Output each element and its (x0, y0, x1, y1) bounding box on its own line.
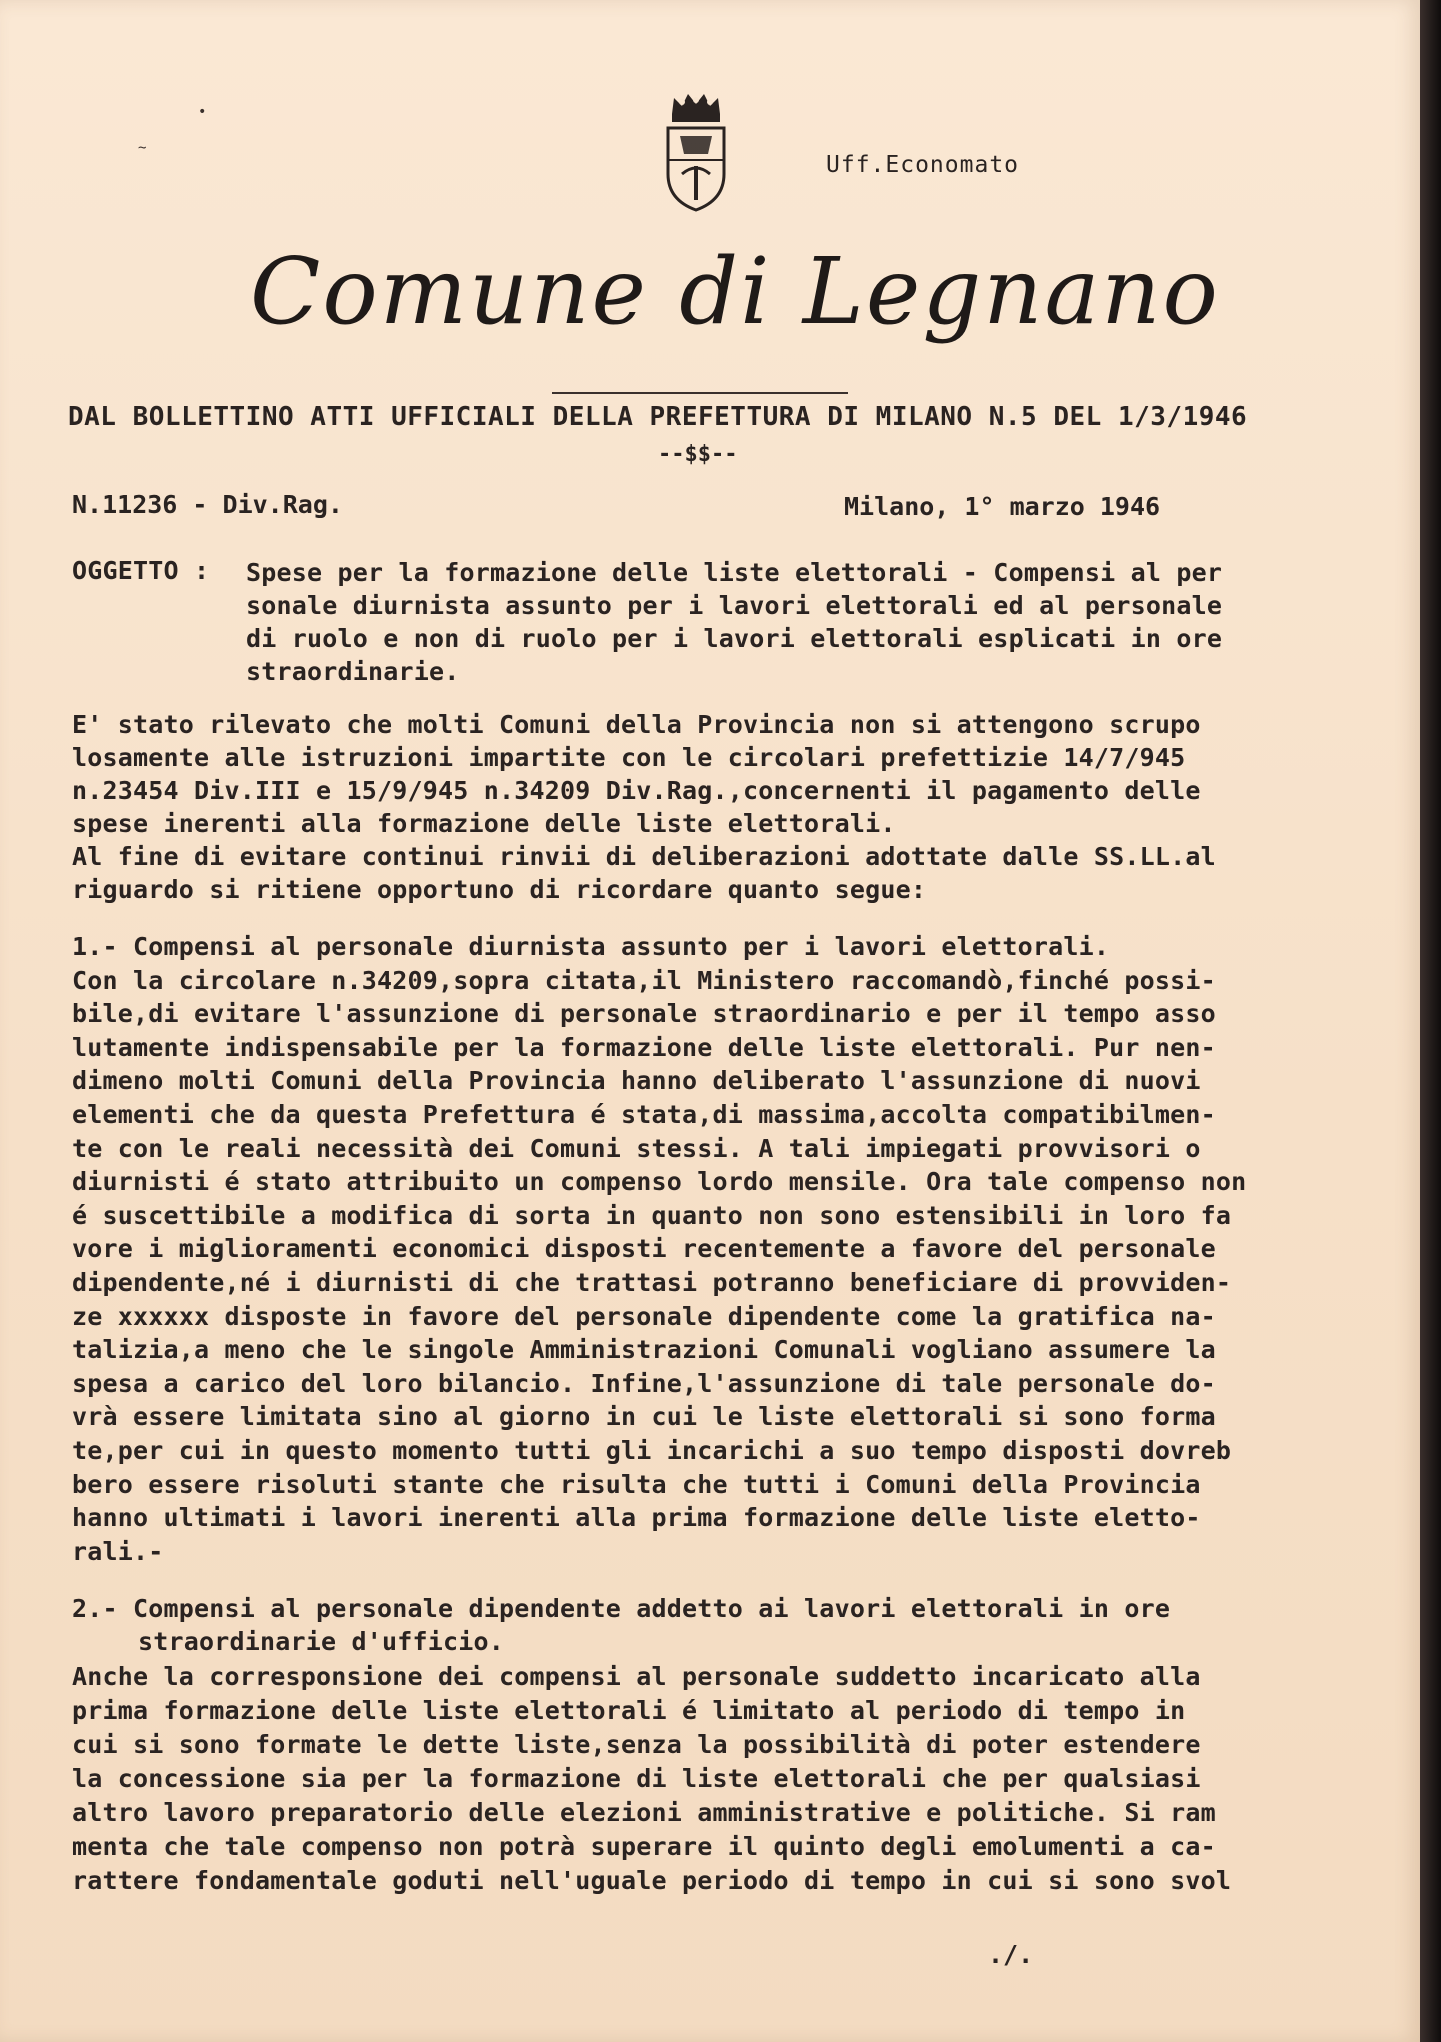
section-1-line: bile,di evitare l'assunzione di personale straordinario e per il tempo asso (72, 999, 1216, 1029)
intro-paragraph (72, 708, 1216, 906)
scan-edge (1420, 0, 1441, 2042)
section-2-line: Anche la corresponsione dei compensi al personale suddetto incaricato alla (72, 1662, 1201, 1691)
title-underline (552, 392, 848, 394)
section-1-line: lutamente indispensabile per la formazione delle liste elettorali. Pur nen- (72, 1032, 1216, 1062)
separator: --$$-- (658, 442, 738, 467)
section-1-line: rali.- (72, 1536, 164, 1566)
subject-line: straordinarie. (246, 657, 460, 686)
section-1-line: dipendente,né i diurnisti di che trattasi potranno beneficiare di provviden- (72, 1267, 1232, 1297)
section-1-line: Con la circolare n.34209,sopra citata,il Ministero raccomandò,finché possi- (72, 965, 1216, 995)
intro-line: losamente alle istruzioni impartite con le circolari prefettizie 14/7/945 (72, 743, 1186, 772)
section-2 (72, 1660, 1231, 1898)
section-1-line: talizia,a meno che le singole Amministrazioni Comunali vogliano assumere la (72, 1335, 1216, 1365)
speck: ~ (138, 140, 147, 156)
bulletin-heading: DAL BOLLETTINO ATTI UFFICIALI DELLA PREFETTURA DI MILANO N.5 DEL 1/3/1946 (68, 402, 1248, 432)
intro-line: E' stato rilevato che molti Comuni della Provincia non si attengono scrupo (72, 710, 1201, 739)
section-1-line: dimeno molti Comuni della Provincia hanno deliberato l'assunzione di nuovi (72, 1066, 1201, 1096)
subject-label: OGGETTO : (72, 556, 210, 585)
section-1-line: bero essere risoluti stante che risulta che tutti i Comuni della Provincia (72, 1469, 1201, 1499)
section-2-line: la concessione sia per la formazione di liste elettorali che per qualsiasi (72, 1764, 1201, 1793)
page-title: Comune di Legnano (250, 238, 1220, 345)
section-1-line: vrà essere limitata sino al giorno in cui le liste elettorali si sono forma (72, 1402, 1216, 1432)
section-1-line: spesa a carico del loro bilancio. Infine,l'assunzione di tale personale do- (72, 1368, 1216, 1398)
section-1 (72, 930, 1246, 1568)
coat-of-arms-icon (664, 88, 728, 212)
section-1-heading: 1.- Compensi al personale diurnista assunto per i lavori elettorali. (72, 932, 1110, 961)
section-1-line: te,per cui in questo momento tutti gli incarichi a suo tempo disposti dovreb (72, 1435, 1232, 1465)
section-1-line: elementi che da questa Prefettura é stata,di massima,accolta compatibilmen- (72, 1099, 1216, 1129)
intro-line: spese inerenti alla formazione delle liste elettorali. (72, 809, 896, 838)
protocol-number: N.11236 - Div.Rag. (72, 490, 343, 519)
subject-line: Spese per la formazione delle liste elettorali - Compensi al per (246, 558, 1223, 587)
page-continuation-mark: ./. (988, 1940, 1034, 1969)
intro-line: riguardo si ritiene opportuno di ricordare quanto segue: (72, 875, 927, 904)
subject-line: di ruolo e non di ruolo per i lavori elettorali esplicati in ore (246, 624, 1223, 653)
office-name: Uff.Economato (826, 152, 1020, 178)
section-2-line: menta che tale compenso non potrà superare il quinto degli emolumenti a ca- (72, 1832, 1216, 1861)
place-date: Milano, 1° marzo 1946 (844, 492, 1161, 521)
section-1-line: diurnisti é stato attribuito un compenso lordo mensile. Ora tale compenso non (72, 1167, 1247, 1197)
subject-line: sonale diurnista assunto per i lavori elettorali ed al personale (246, 591, 1223, 620)
section-1-line: ze xxxxxx disposte in favore del personale dipendente come la gratifica na- (72, 1301, 1216, 1331)
section-1-line: é suscettibile a modifica di sorta in quanto non sono estensibili in loro fa (72, 1200, 1232, 1230)
section-2-heading (72, 1592, 1170, 1658)
section-1-line: vore i miglioramenti economici disposti recentemente a favore del personale (72, 1234, 1216, 1264)
intro-line: Al fine di evitare continui rinvii di deliberazioni adottate dalle SS.LL.al (72, 842, 1216, 871)
subject-text (246, 556, 1222, 688)
section-2-line: cui si sono formate le dette liste,senza la possibilità di poter estendere (72, 1730, 1201, 1759)
section-1-line: hanno ultimati i lavori inerenti alla prima formazione delle liste eletto- (72, 1503, 1201, 1533)
section-2-heading-line: straordinarie d'ufficio. (138, 1627, 505, 1656)
section-2-line: rattere fondamentale goduti nell'uguale periodo di tempo in cui si sono svol (72, 1866, 1232, 1895)
section-2-heading-line: 2.- Compensi al personale dipendente addetto ai lavori elettorali in ore (72, 1594, 1171, 1623)
section-2-line: prima formazione delle liste elettorali é limitato al periodo di tempo in (72, 1696, 1186, 1725)
speck: • (198, 104, 207, 120)
section-1-line: te con le reali necessità dei Comuni stessi. A tali impiegati provvisori o (72, 1133, 1201, 1163)
intro-line: n.23454 Div.III e 15/9/945 n.34209 Div.Rag.,concernenti il pagamento delle (72, 776, 1201, 805)
section-2-line: altro lavoro preparatorio delle elezioni amministrative e politiche. Si ram (72, 1798, 1216, 1827)
